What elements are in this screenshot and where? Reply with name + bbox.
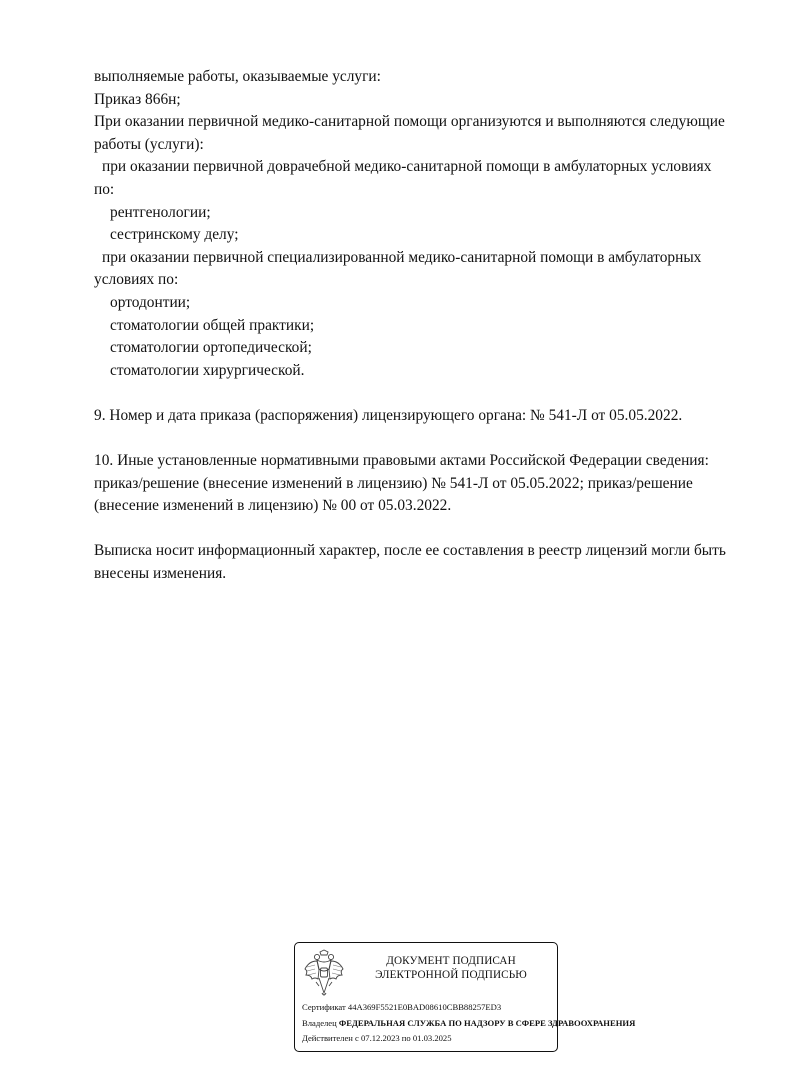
certificate-label: Сертификат [302,1002,346,1012]
list-item: ортодонтии; [110,293,191,311]
text-line: при оказании первичной доврачебной медико-санитарной помощи в амбулаторных условиях [102,158,712,176]
item-10-line: (внесение изменений в лицензию) № 00 от 05.03.2022. [94,497,452,515]
document-body [94,66,764,586]
note-line: внесены изменения. [94,565,227,583]
owner-value: ФЕДЕРАЛЬНАЯ СЛУЖБА ПО НАДЗОРУ В СФЕРЕ ЗДРАВООХРАНЕНИЯ [338,1018,636,1028]
text-line: условиях по: [94,271,179,289]
stamp-header-line: ДОКУМЕНТ ПОДПИСАН [386,955,516,967]
list-item: стоматологии хирургической. [110,361,305,379]
owner-label: Владелец [302,1018,337,1028]
item-10-line: 10. Иные установленные нормативными правовыми актами Российской Федерации сведения: [94,452,709,470]
text-line: При оказании первичной медико-санитарной помощи организуются и выполняются следующие [94,113,725,131]
list-item: стоматологии ортопедической; [110,339,312,357]
text-line: при оказании первичной специализированной медико-санитарной помощи в амбулаторных [102,248,702,266]
validity-row: Действителен с 07.12.2023 по 01.03.2025 [302,1033,452,1043]
item-10-line: приказ/решение (внесение изменений в лицензию) № 541-Л от 05.05.2022; приказ/решение [94,474,693,492]
list-item: стоматологии общей практики; [110,316,315,334]
owner-row [302,1018,635,1029]
stamp-header [351,954,551,982]
certificate-row [302,1002,501,1013]
text-line: Приказ 866н; [94,90,181,108]
text-line: по: [94,180,115,198]
spacer [94,518,764,541]
note-line: Выписка носит информационный характер, после ее составления в реестр лицензий могли быть [94,542,726,560]
double-headed-eagle-icon [303,949,345,999]
spacer [94,428,764,451]
text-line: работы (услуги): [94,135,204,153]
signature-stamp [294,942,636,1052]
text-line: выполняемые работы, оказываемые услуги: [94,68,381,85]
spacer [94,382,764,405]
certificate-value: 44A369F5521E0BAD08610CBB88257ED3 [347,1002,502,1012]
item-9: 9. Номер и дата приказа (распоряжения) лицензирующего органа: № 541-Л от 05.05.2022. [94,406,683,424]
list-item: рентгенологии; [110,203,211,221]
stamp-header-line: ЭЛЕКТРОННОЙ ПОДПИСЬЮ [375,969,527,981]
list-item: сестринскому делу; [110,226,239,244]
